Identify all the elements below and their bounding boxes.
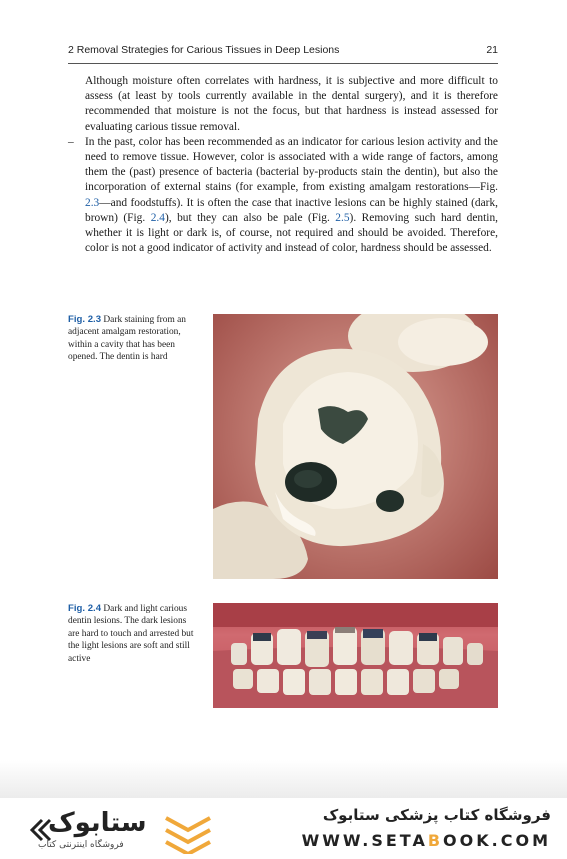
site-text-a: WWW.SETA [301,831,428,850]
fig-ref-2-4[interactable]: 2.4 [150,211,165,224]
figure-image-tooth-amalgam-stain [213,314,498,579]
running-header [68,44,498,60]
page-bottom-fade [0,760,567,800]
chapter-title: 2 Removal Strategies for Carious Tissues in Deep Lesions [68,44,340,56]
bullet-dash: – [68,135,74,148]
shop-name: فروشگاه کتاب پزشکی ستابوک [322,806,551,824]
teeth-illustration [213,603,498,708]
bullet-text-d: ). Removing such hard dentin, whether it is light or dark is, of course, not required and should be avoided. Therefore, color is not a good indicator of activity and instead of color, hardness should be assessed. [85,211,498,255]
body-text [68,74,498,256]
website-link[interactable] [302,831,551,850]
brand-name: ستابوک [48,808,147,838]
site-text-b: OOK.COM [443,831,551,850]
figure-caption-text: Dark and light carious dentin lesions. The dark lesions are hard to touch and arrested but the light lesions are soft and still active [68,604,194,664]
paragraph-moisture: Although moisture often correlates with hardness, it is subjective and more difficult to assess (at least by tools currently available in the dental surgery), and it is therefore recommended that moisture is not the focus, but that hardness is instead assessed for evaluating carious tissue removal. [85,75,498,133]
figure-caption-2-3 [68,314,198,364]
bullet-text-c: ), but they can also be pale (Fig. [164,211,336,224]
header-rule [68,63,498,64]
bullet-color [68,135,498,257]
brand-tagline: فروشگاه اینترنتی کتاب [38,840,124,850]
figure-label: Fig. 2.4 [68,603,102,614]
bullet-text-a: In the past, color has been recommended as an indicator for carious lesion activity and the need to remove tissue. However, color is associated with a wide range of factors, among them the (past) presence of bacteria (bacterial by-products stain the dentin), but also the incorporation of external stains (for example, from existing amalgam restorations—Fig. [85,135,498,194]
figure-caption-text: Dark staining from an adjacent amalgam restoration, within a cavity that has been opened. The dentin is hard [68,315,186,363]
brand-logo[interactable] [28,808,218,854]
page-number: 21 [486,44,498,56]
tooth-illustration [213,314,498,579]
fig-ref-2-3[interactable]: 2.3 [85,196,100,209]
watermark-footer [0,798,567,859]
figure-image-dentin-lesions [213,603,498,708]
figure-caption-2-4 [68,603,198,665]
site-accent-letter: B [427,831,444,850]
bullet-text-b: —and foodstuffs). It is often the case that inactive lesions can be highly stained (dark, brown) (Fig. [85,196,498,224]
figure-label: Fig. 2.3 [68,314,102,325]
fig-ref-2-5[interactable]: 2.5 [335,211,350,224]
